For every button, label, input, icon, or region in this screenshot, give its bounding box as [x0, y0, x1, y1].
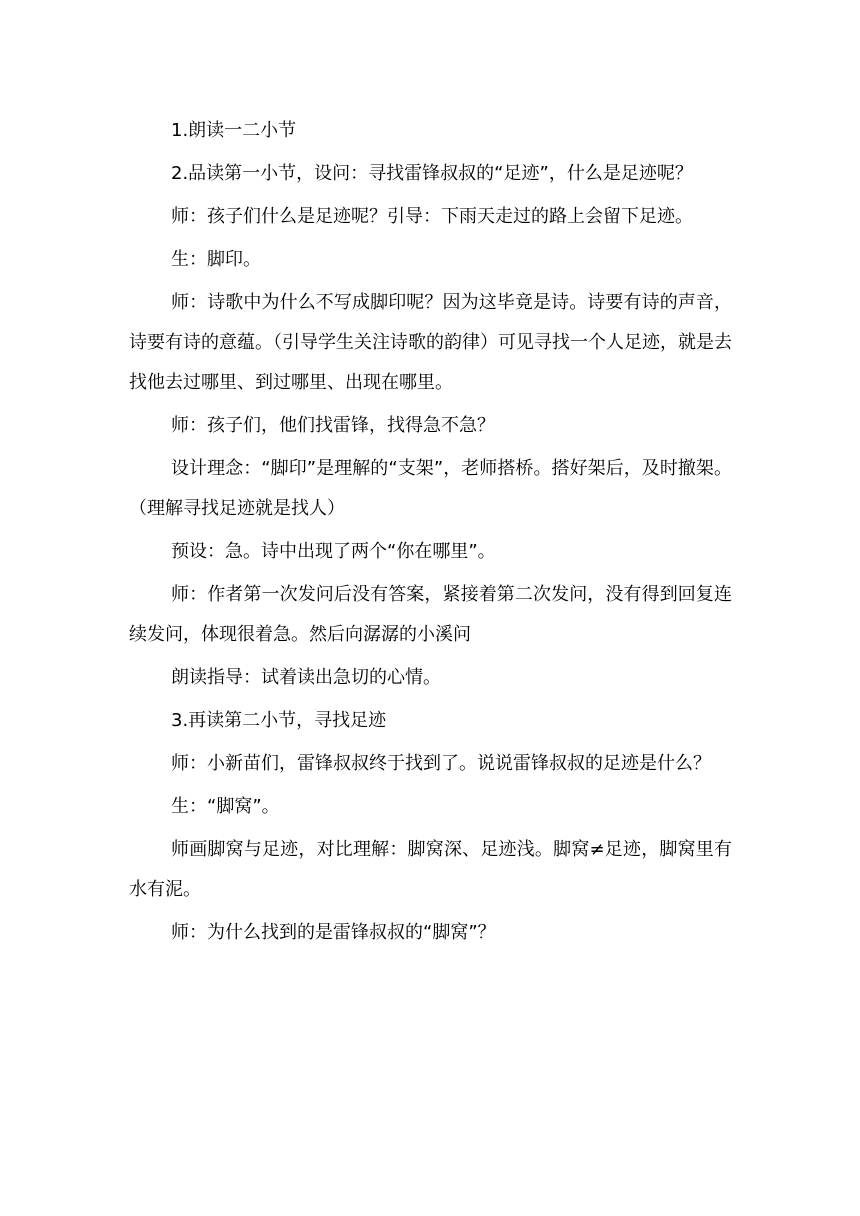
paragraph-15: 师：为什么找到的是雷锋叔叔的“脚窝”？	[171, 922, 496, 943]
paragraph-12: 师：小新苗们，雷锋叔叔终于找到了。说说雷锋叔叔的足迹是什么？	[171, 753, 711, 774]
paragraph-7: 设计理念：“脚印”是理解的“支架”，老师搭桥。搭好架后，及时撤架。（理解寻找足迹就是找人）	[129, 458, 732, 519]
paragraph-2: 2.品读第一小节，设问：寻找雷锋叔叔的“足迹”，什么是足迹呢？	[171, 163, 693, 184]
paragraph-8: 预设：急。诗中出现了两个“你在哪里”。	[171, 541, 496, 562]
paragraph-3: 师：孩子们什么是足迹呢？引导：下雨天走过的路上会留下足迹。	[171, 206, 693, 227]
paragraph-9: 师：作者第一次发问后没有答案，紧接着第二次发问，没有得到回复连续发问，体现很着急。然后向潺潺的小溪问	[129, 584, 732, 645]
paragraph-4: 生：脚印。	[171, 249, 261, 270]
paragraph-11: 3.再读第二小节，寻找足迹	[171, 710, 387, 731]
paragraph-14: 师画脚窝与足迹，对比理解：脚窝深、足迹浅。脚窝≠足迹，脚窝里有水有泥。	[129, 839, 732, 900]
paragraph-13: 生：“脚窝”。	[171, 796, 280, 817]
document-body	[129, 111, 732, 953]
paragraph-6: 师：孩子们，他们找雷锋，找得急不急？	[171, 415, 495, 436]
paragraph-5: 师：诗歌中为什么不写成脚印呢？因为这毕竟是诗。诗要有诗的声音，诗要有诗的意蕴。（引导学生关注诗歌的韵律）可见寻找一个人足迹，就是去找他去过哪里、到过哪里、出现在哪里。	[129, 292, 732, 393]
paragraph-10: 朗读指导：试着读出急切的心情。	[171, 667, 441, 688]
paragraph-1: 1.朗读一二小节	[171, 120, 297, 141]
